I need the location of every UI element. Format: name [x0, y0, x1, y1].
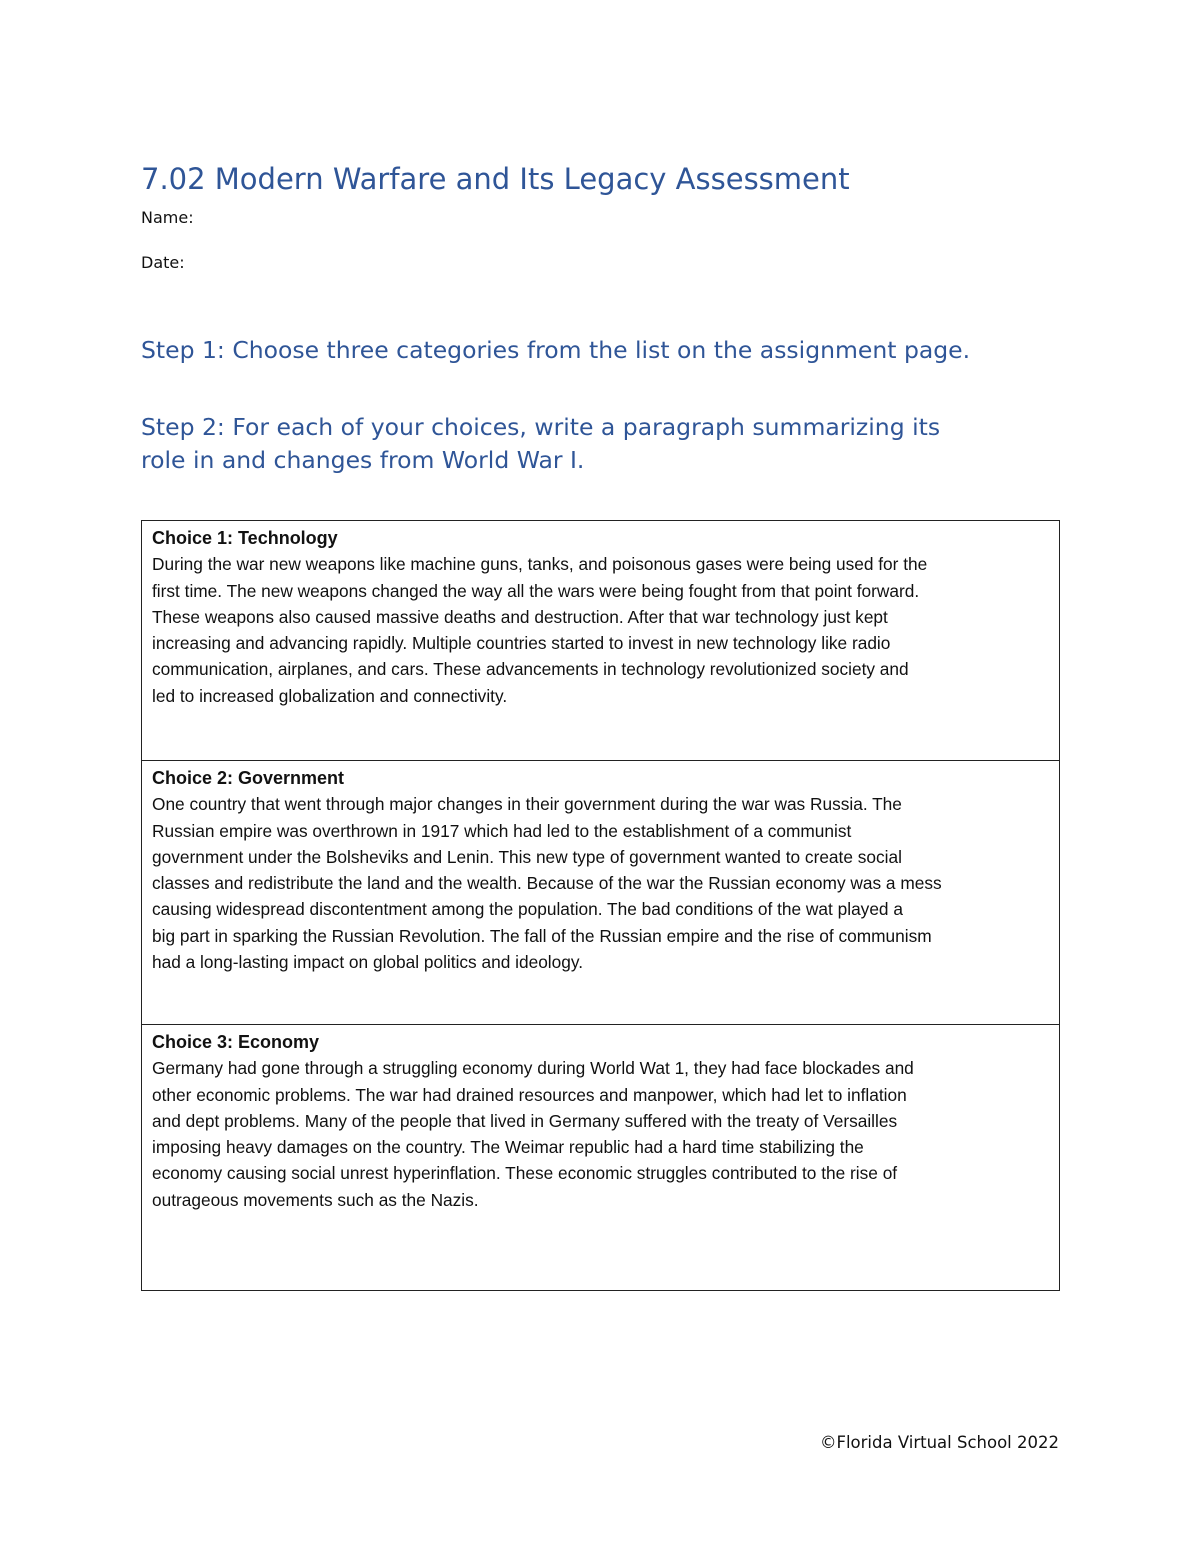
copyright-footer: ©Florida Virtual School 2022 [819, 1433, 1059, 1452]
choice-cell [142, 521, 1060, 761]
name-label: Name: [141, 208, 194, 227]
choice-paragraph-line: Russian empire was overthrown in 1917 which had led to the establishment of a communist [152, 820, 852, 841]
choice-paragraph-line: increasing and advancing rapidly. Multiple countries started to invest in new technology like radio [152, 633, 891, 654]
choice-paragraph-line: first time. The new weapons changed the way all the wars were being fought from that point forward. [152, 580, 920, 601]
choice-paragraph-line: big part in sparking the Russian Revolution. The fall of the Russian empire and the rise of communism [152, 925, 932, 946]
choice-paragraph-line: led to increased globalization and connectivity. [152, 685, 508, 706]
choice-heading: Choice 2: Government [152, 768, 345, 788]
choice-paragraph-line: outrageous movements such as the Nazis. [152, 1189, 479, 1210]
choice-paragraph-line: had a long-lasting impact on global politics and ideology. [152, 952, 584, 973]
step-2-line: Step 2: For each of your choices, write a paragraph summarizing its [141, 413, 941, 441]
date-label: Date: [141, 253, 185, 272]
choices-table [141, 520, 1060, 1291]
choice-paragraph-line: classes and redistribute the land and the wealth. Because of the war the Russian economy was a mess [152, 873, 942, 894]
page-title: 7.02 Modern Warfare and Its Legacy Assessment [141, 162, 850, 196]
choice-row-government [142, 761, 1060, 1025]
choice-paragraph-line: causing widespread discontentment among the population. The bad conditions of the wat played a [152, 899, 903, 920]
choice-paragraph-line: These weapons also caused massive deaths and destruction. After that war technology just kept [152, 606, 888, 627]
choice-heading: Choice 1: Technology [152, 528, 338, 548]
choice-paragraph-line: other economic problems. The war had drained resources and manpower, which had let to inflation [152, 1084, 907, 1105]
choice-paragraph-line: and dept problems. Many of the people that lived in Germany suffered with the treaty of Versailles [152, 1110, 898, 1131]
choice-cell [142, 761, 1060, 1025]
choice-row-economy [142, 1025, 1060, 1291]
choice-heading: Choice 3: Economy [152, 1032, 320, 1052]
step-1-heading: Step 1: Choose three categories from the list on the assignment page. [141, 336, 971, 364]
choice-row-technology [142, 521, 1060, 761]
step-2-heading [141, 411, 940, 477]
choice-paragraph-line: One country that went through major changes in their government during the war was Russia. The [152, 794, 902, 815]
choice-paragraph-line: government under the Bolsheviks and Lenin. This new type of government wanted to create social [152, 846, 902, 867]
choice-cell [142, 1025, 1060, 1291]
choice-paragraph-line: During the war new weapons like machine guns, tanks, and poisonous gases were being used for the [152, 554, 928, 575]
step-2-line: role in and changes from World War I. [141, 446, 585, 474]
choice-paragraph-line: imposing heavy damages on the country. The Weimar republic had a hard time stabilizing the [152, 1137, 864, 1158]
choice-paragraph-line: communication, airplanes, and cars. These advancements in technology revolutionized society and [152, 659, 909, 680]
choice-paragraph-line: Germany had gone through a struggling economy during World Wat 1, they had face blockades and [152, 1058, 914, 1079]
choice-paragraph-line: economy causing social unrest hyperinflation. These economic struggles contributed to the rise of [152, 1163, 898, 1184]
